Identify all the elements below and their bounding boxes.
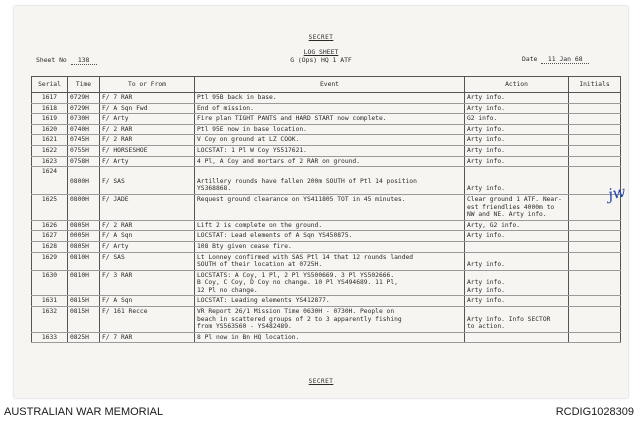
cell-action: Arty info. Arty info. — [465, 270, 569, 296]
cell-serial — [32, 177, 68, 195]
cell-initials — [569, 307, 621, 333]
cell-initials — [569, 241, 621, 252]
table-row — [32, 231, 621, 242]
cell-action: Arty info. — [465, 124, 569, 135]
table-row — [32, 296, 621, 307]
cell-time: 0755H — [68, 145, 100, 156]
cell-event: Lift 2 is complete on the ground. — [195, 220, 465, 231]
cell-initials — [569, 124, 621, 135]
cell-serial: 1624 — [32, 167, 68, 177]
cell-action: Arty info. Info SECTOR to action. — [465, 307, 569, 333]
cell-action: Arty info. — [465, 252, 569, 270]
cell-to-or-from: F/ 7 RAR — [100, 332, 195, 343]
cell-time: 0740H — [68, 124, 100, 135]
header-action: Action — [465, 77, 569, 93]
cell-time: 0729H — [68, 103, 100, 114]
cell-action — [465, 167, 569, 177]
header-initials: Initials — [569, 77, 621, 93]
table-row — [32, 252, 621, 270]
cell-to-or-from: F/ 2 RAR — [100, 220, 195, 231]
cell-time: 0800H — [68, 177, 100, 195]
cell-initials — [569, 231, 621, 242]
cell-to-or-from: F/ 2 RAR — [100, 124, 195, 135]
cell-time: 0800H — [68, 194, 100, 220]
date-label: Date — [522, 55, 538, 63]
cell-to-or-from: F/ Arty — [100, 114, 195, 125]
header-to-or-from: To or From — [100, 77, 195, 93]
cell-initials — [569, 220, 621, 231]
cell-serial: 1620 — [32, 124, 68, 135]
classification-bottom: SECRET — [308, 378, 334, 385]
cell-to-or-from: F/ SAS — [100, 252, 195, 270]
cell-serial: 1623 — [32, 156, 68, 167]
cell-event: Lt Lonney confirmed with SAS Ptl 14 that 12 rounds landed SOUTH of their location at 0725H. — [195, 252, 465, 270]
table-row — [32, 93, 621, 104]
cell-time: 0825H — [68, 332, 100, 343]
cell-initials — [569, 296, 621, 307]
cell-serial: 1632 — [32, 307, 68, 333]
cell-event: V Coy on ground at LZ COOK. — [195, 135, 465, 146]
cell-serial: 1633 — [32, 332, 68, 343]
cell-action: Arty info. — [465, 296, 569, 307]
cell-initials — [569, 93, 621, 104]
table-row — [32, 114, 621, 125]
cell-action: Arty info. — [465, 231, 569, 242]
cell-time: 0815H — [68, 307, 100, 333]
cell-serial: 1618 — [32, 103, 68, 114]
cell-event: Ptl 95B back in base. — [195, 93, 465, 104]
cell-serial: 1625 — [32, 194, 68, 220]
cell-event: 108 Bty given cease fire. — [195, 241, 465, 252]
cell-action: Arty info. — [465, 103, 569, 114]
table-row — [32, 194, 621, 220]
cell-action — [465, 241, 569, 252]
cell-initials — [569, 145, 621, 156]
date-value: 11 Jan 68 — [541, 55, 589, 64]
cell-serial: 1626 — [32, 220, 68, 231]
cell-event: LOCSTAT: 1 Pl W Coy YS517621. — [195, 145, 465, 156]
cell-action: Clear ground 1 ATF. Near- est friendlies 4000m to NW and NE. Arty info. — [465, 194, 569, 220]
cell-event: VR Report 26/1 Mission Time 0630H - 0730H. People on beach in scattered groups of 2 to 3 apparently fishing from YS563560 - YS482489. — [195, 307, 465, 333]
cell-event: End of mission. — [195, 103, 465, 114]
sheet-date — [522, 55, 589, 64]
log-table-body — [32, 93, 621, 343]
cell-event: Artillery rounds have fallen 200m SOUTH of Ptl 14 position YS368868. — [195, 177, 465, 195]
cell-to-or-from: F/ A Sqn — [100, 231, 195, 242]
cell-to-or-from: F/ HORSESHOE — [100, 145, 195, 156]
cell-time: 0810H — [68, 270, 100, 296]
cell-action — [465, 332, 569, 343]
cell-time: 0758H — [68, 156, 100, 167]
cell-event: LOCSTAT: Leading elements YS412877. — [195, 296, 465, 307]
table-row — [32, 167, 621, 177]
sheet-no-value: 138 — [71, 56, 97, 65]
cell-event — [195, 167, 465, 177]
cell-event: 4 Pl, A Coy and mortars of 2 RAR on ground. — [195, 156, 465, 167]
table-row — [32, 103, 621, 114]
cell-serial: 1628 — [32, 241, 68, 252]
cell-time: 0005H — [68, 231, 100, 242]
handwritten-initials: jw — [606, 182, 628, 204]
sheet-number — [36, 56, 97, 65]
cell-to-or-from: F/ 7 RAR — [100, 93, 195, 104]
cell-to-or-from: F/ 2 RAR — [100, 135, 195, 146]
log-table — [31, 76, 621, 343]
cell-initials — [569, 167, 621, 177]
cell-time: 0815H — [68, 296, 100, 307]
cell-initials — [569, 332, 621, 343]
cell-time: 0730H — [68, 114, 100, 125]
cell-serial: 1630 — [32, 270, 68, 296]
cell-action: Arty info. — [465, 93, 569, 104]
log-sheet-page — [14, 6, 628, 398]
cell-serial: 1631 — [32, 296, 68, 307]
cell-serial: 1622 — [32, 145, 68, 156]
table-row — [32, 270, 621, 296]
cell-action: Arty, G2 info. — [465, 220, 569, 231]
cell-serial: 1627 — [32, 231, 68, 242]
sheet-no-label: Sheet No — [36, 56, 67, 64]
table-row — [32, 156, 621, 167]
cell-to-or-from: F/ 3 RAR — [100, 270, 195, 296]
cell-time: 0745H — [68, 135, 100, 146]
cell-action: Arty info. — [465, 145, 569, 156]
cell-initials — [569, 270, 621, 296]
cell-time: 0810H — [68, 252, 100, 270]
cell-initials — [569, 135, 621, 146]
cell-to-or-from: F/ A Sqn Fwd — [100, 103, 195, 114]
cell-action: Arty info. — [465, 156, 569, 167]
table-row — [32, 332, 621, 343]
table-row — [32, 145, 621, 156]
table-row — [32, 135, 621, 146]
table-row — [32, 124, 621, 135]
cell-event: 8 Pl now in Bn HQ location. — [195, 332, 465, 343]
cell-event: LOCSTAT: Lead elements of A Sqn YS450875. — [195, 231, 465, 242]
page-title: LOG SHEET — [303, 48, 339, 56]
cell-to-or-from: F/ JADE — [100, 194, 195, 220]
cell-serial: 1629 — [32, 252, 68, 270]
page-subtitle: G (Ops) HQ 1 ATF — [290, 56, 352, 64]
cell-to-or-from: F/ 161 Recce — [100, 307, 195, 333]
cell-to-or-from — [100, 167, 195, 177]
cell-initials — [569, 252, 621, 270]
cell-time — [68, 167, 100, 177]
classification-top: SECRET — [308, 34, 334, 41]
footer-source: AUSTRALIAN WAR MEMORIAL — [4, 406, 164, 418]
header-time: Time — [68, 77, 100, 93]
cell-to-or-from: F/ A Sqn — [100, 296, 195, 307]
cell-event: LOCSTATS: A Coy, 1 Pl, 2 Pl YS500669. 3 Pl YS502666. B Coy, C Coy, D Coy no change. 10 Pl YS494689. 11 Pl, 12 Pl no change. — [195, 270, 465, 296]
cell-event: Ptl 95E now in base location. — [195, 124, 465, 135]
cell-time: 0805H — [68, 241, 100, 252]
cell-event: Fire plan TIGHT PANTS and HARD START now complete. — [195, 114, 465, 125]
cell-initials — [569, 103, 621, 114]
table-header-row — [32, 77, 621, 93]
table-row — [32, 241, 621, 252]
cell-to-or-from: F/ Arty — [100, 241, 195, 252]
cell-action: G2 info. — [465, 114, 569, 125]
cell-to-or-from: F/ Arty — [100, 156, 195, 167]
cell-time: 0729H — [68, 93, 100, 104]
cell-serial: 1621 — [32, 135, 68, 146]
cell-to-or-from: F/ SAS — [100, 177, 195, 195]
table-row — [32, 177, 621, 195]
cell-action: Arty info. — [465, 177, 569, 195]
header-serial: Serial — [32, 77, 68, 93]
cell-serial: 1617 — [32, 93, 68, 104]
cell-event: Request ground clearance on YS411805 TOT in 45 minutes. — [195, 194, 465, 220]
header-event: Event — [195, 77, 465, 93]
table-row — [32, 307, 621, 333]
cell-initials — [569, 114, 621, 125]
cell-serial: 1619 — [32, 114, 68, 125]
footer-reference: RCDIG1028309 — [555, 406, 634, 418]
cell-initials — [569, 156, 621, 167]
table-row — [32, 220, 621, 231]
cell-action: Arty info. — [465, 135, 569, 146]
cell-time: 0805H — [68, 220, 100, 231]
